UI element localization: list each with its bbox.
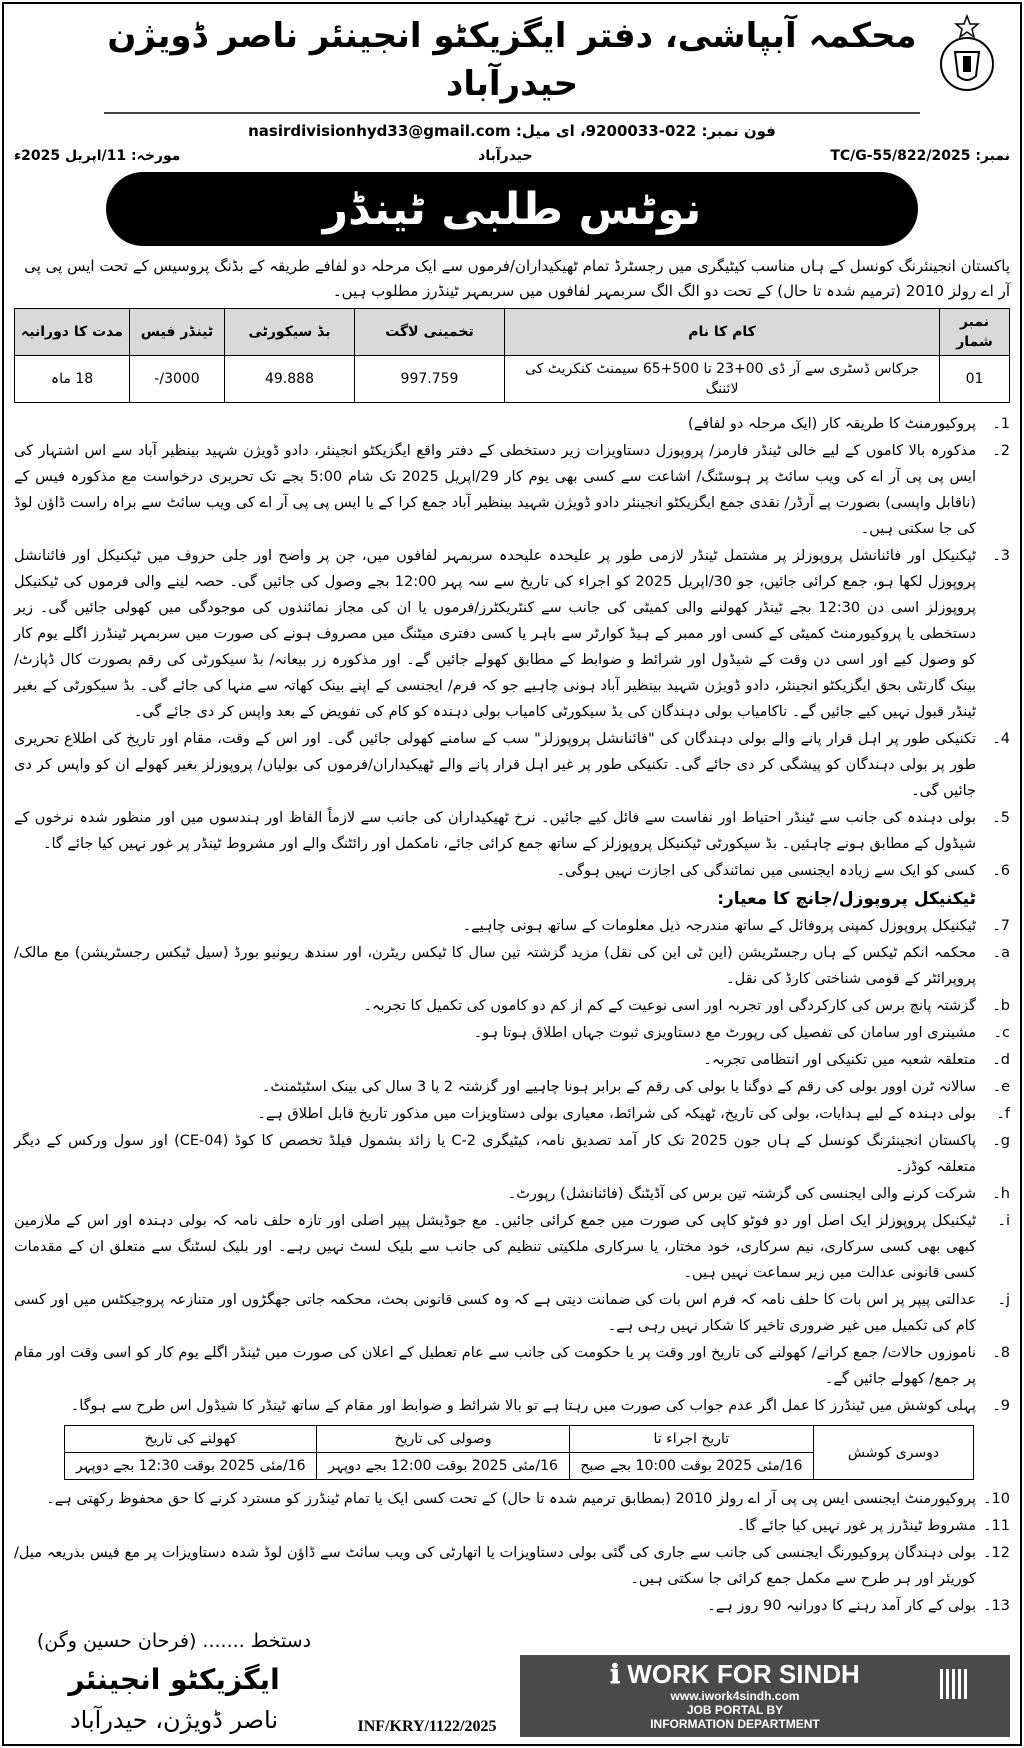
item-number: g۔ bbox=[992, 1133, 1010, 1149]
schedule-header: وصولی کی تاریخ bbox=[317, 1426, 569, 1453]
list-item bbox=[14, 411, 1010, 437]
item-number: j۔ bbox=[997, 1292, 1010, 1308]
item-text: سالانہ ٹرن اوور بولی کی رقم کے دوگنا یا بولی کی رقم کے برابر ہونا چاہیے اور گزشتہ 2 یا 3 سال کی بینک اسٹیٹمنٹ۔ bbox=[261, 1079, 976, 1095]
work-table bbox=[14, 308, 1010, 403]
list-item bbox=[14, 1128, 1010, 1180]
col-header: تخمینی لاگت bbox=[355, 309, 505, 356]
item-text: پروکیورمنٹ ایجنسی ایس پی پی آر اے رولز 2010 (بمطابق ترمیم شدہ تا حال) کے تحت کسی ایک یا تمام ٹینڈرز کو مسترد کرنے کا حق محفوظ رکھتی ہے۔ bbox=[46, 1491, 976, 1507]
cell-bid-security: 49.888 bbox=[225, 356, 355, 403]
list-item bbox=[14, 993, 1010, 1019]
list-item bbox=[14, 1287, 1010, 1339]
information-reference-number: INF/KRY/1122/2025 bbox=[357, 1718, 497, 1735]
item-text: عدالتی پیپر پر اس بات کا حلف نامہ کہ فرم اس بات کی ضمانت دیتی ہے کہ وہ کسی قانونی بحث، محکمہ جاتی جھگڑوں اور متنازعہ پروجیکٹس میں اور کسی کام کی تکمیل میں غیر ضروری تاخیر کا شکار نہیں رہی ہے۔ bbox=[14, 1292, 976, 1334]
criteria-heading: ٹیکنیکل پروپوزل/جانچ کا معیار: bbox=[717, 889, 976, 909]
item-text: مذکورہ بالا کاموں کے لیے خالی ٹینڈر فارمز/ پروپوزل دستاویزات زیر دستخطی کے دفتر واقع ایگزیکٹو انجینئر، دادو ڈویژن شہید بینظیر آباد سے اس اشتہار کی ایس پی پی آر اے کی ویب سائٹ پر ہوسٹنگ/ اشاعت سے کسی بھی یوم کار 29/اپریل 2025 تک شام 5:00 بجے تک تحریری درخواست مع مذکورہ فیس کے (ناقابل واپسی) بصورت پے آرڈر/ نقدی جمع ایگزیکٹو انجینئر دادو ڈویژن شہید بینظیر آباد جمع کرا کے یا ایس پی پی آر اے کی ویب سائٹ سے براہ راست ڈاؤن لوڈ کی جا سکتی ہیں۔ bbox=[14, 443, 976, 537]
item-text: ٹیکنیکل پروپوزلز ایک اصل اور دو فوٹو کاپی کی صورت میں جمع کرائی جائیں۔ مع جوڈیشل پیپر اصلی اور تازہ حلف نامہ کہ بولی دہندہ اور اس کے ملازمین کبھی بھی کسی سرکاری، نیم سرکاری، خود مختار، یا سرکاری ملکیتی تنظیم کی جانب سے بلیک لسٹ نہیں رہے۔ اور بلیک لسٹنگ سے متعلق ان کے مقدمات کسی قانونی عدالت میں زیر سماعت نہیں ہیں۔ bbox=[14, 1213, 976, 1281]
col-header: بڈ سیکورٹی bbox=[225, 309, 355, 356]
item-number: i۔ bbox=[997, 1213, 1010, 1229]
contact-info: فون نمبر: 022-9200033، ای میل: nasirdivisionhyd33@gmail.com bbox=[248, 122, 776, 140]
list-item bbox=[14, 1047, 1010, 1073]
page-border bbox=[2, 2, 1022, 1746]
col-header: ٹینڈر فیس bbox=[130, 309, 225, 356]
table-header-row bbox=[15, 309, 1010, 356]
item-text: مشینری اور سامان کی تفصیل کی رپورٹ مع دستاویزی ثبوت جہاں اطلاق ہوتا ہو۔ bbox=[473, 1025, 976, 1041]
item-text: محکمہ انکم ٹیکس کے ہاں رجسٹریشن (این ٹی این کی نقل) مزید گزشتہ تین سال کا ٹیکس ریٹرن، اور سندھ ریونیو بورڈ (سیل ٹیکس رجسٹریشن) مع مالک/ پروپرائٹر کے قومی شناختی کارڈ کی نقل۔ bbox=[14, 945, 976, 987]
reference-line bbox=[14, 146, 1010, 166]
item-text: پہلی کوشش میں ٹینڈرز کا عمل اگر عدم جواب کی صورت میں رہتا ہے تو بالا شرائط و ضوابط اور مقام کے ساتھ ٹینڈر کا شیڈول اس طرح سے ہوگا۔ bbox=[70, 1398, 976, 1414]
item-text: بولی دہندہ کی جانب سے ٹینڈر احتیاط اور نفاست سے فائل کیے جائیں۔ نرخ ٹھیکیداران کی جانب سے لازماً الفاظ اور ہندسوں میں اور منظور شدہ نرخوں کے شیڈول کے مطابق ہونے چاہئیں۔ بڈ سیکورٹی ٹیکنیکل پروپوزلز کے ساتھ جمع کرائی جائے، نامکمل اور رائٹنگ والے اور مشروط ٹینڈر پر غور نہیں کیا جائے گا۔ bbox=[14, 810, 976, 852]
item-number: c۔ bbox=[993, 1025, 1010, 1041]
table-row bbox=[15, 356, 1010, 403]
item-text: ٹیکنیکل اور فائنانشل پروپوزلز پر مشتمل ٹینڈر لازمی طور پر علیحدہ علیحدہ سربمہر لفافوں میں، جن پر واضح اور جلی حروف میں ٹیکنیکل اور فائنانشل پروپوزل لکھا ہو، جمع کرائی جائیں، جو 30/اپریل 2025 کو اجراء کی تاریخ سے سہ پہر 12:00 بجے وصول کی جائیں گی۔ حصہ لینے والی فرموں کی ٹیکنیکل پروپوزلز اسی دن 12:30 بجے ٹینڈر کھولنے والی کمیٹی کی جانب سے کنٹریکٹرز/فرموں یا ان کی مجاز نمائندوں کی موجودگی میں کھولی جائیں گی۔ زیر دستخطی یا پروکیورمنٹ کمیٹی کے کسی اور ممبر کے ہیڈ کوارٹر سے باہر یا کسی دفتری میٹنگ میں مصروف ہونے کی صورت میں سربمہر ٹینڈرز اگلے یوم کار کو وصول کیے اور اسی دن وقت کے شیڈول اور شرائط و ضوابط کے مطابق کھولے جائیں گے۔ اور مذکورہ زر بیعانہ/ بڈ سیکورٹی کی رقم بصورت کال ڈپازٹ/ بینک گارنٹی بحق ایگزیکٹو انجینئر، دادو ڈویژن شہید بینظیر آباد ہونی چاہیے جو کہ فرم/ ایجنسی کے اپنے بینک کھاتہ سے منہا کی جائے گی۔ بڈ سیکورٹی کے بغیر ٹینڈر قبول نہیں کیے جائیں گے۔ ناکامیاب بولی دہندگان کی بڈ سیکورٹی کامیاب بولی دہندہ کو کام کی تفویض کے بعد واپس کر دی جائے گی۔ bbox=[14, 548, 976, 720]
list-item bbox=[14, 805, 1010, 857]
notice-date: مورخہ: 11/اپریل 2025ء bbox=[14, 148, 181, 164]
item-number: 10۔ bbox=[983, 1491, 1010, 1507]
advert-line2: INFORMATION DEPARTMENT bbox=[650, 1717, 820, 1731]
item-number: 1۔ bbox=[992, 416, 1010, 432]
item-text: پروکیورمنٹ کا طریقہ کار (ایک مرحلہ دو لفافے) bbox=[688, 416, 976, 432]
list-item bbox=[14, 1340, 1010, 1392]
signatory-designation: ایگزیکٹو انجینئر bbox=[68, 1663, 280, 1696]
col-header: مدت کا دورانیہ bbox=[15, 309, 130, 356]
reference-number: نمبر: TC/G-55/822/2025 bbox=[830, 148, 1010, 164]
issue-date: 16/مئی 2025 بوقت 10:00 بجے صبح bbox=[569, 1453, 813, 1480]
list-item bbox=[14, 940, 1010, 992]
item-number: 5۔ bbox=[992, 810, 1010, 826]
list-item bbox=[14, 1540, 1010, 1592]
item-number: f۔ bbox=[996, 1106, 1010, 1122]
opening-date: 16/مئی 2025 بوقت 12:30 بجے دوپہر bbox=[65, 1453, 317, 1480]
list-item bbox=[14, 1101, 1010, 1127]
intro-paragraph: پاکستان انجینئرنگ کونسل کے ہاں مناسب کیٹیگری میں رجسٹرڈ تمام ٹھیکیداران/فرموں سے ایک مرحلہ دو لفافے طریقہ کے بڈنگ پروسیس کے تحت ایس پی پی آر اے رولز 2010 (ترمیم شدہ تا حال) کے تحت دو الگ الگ سربمہر لفافوں میں سربمہر ٹینڈرز مطلوب ہیں۔ bbox=[24, 257, 1010, 300]
notice-banner: نوٹس طلبی ٹینڈر bbox=[106, 172, 918, 246]
col-header: کام کا نام bbox=[505, 309, 940, 356]
list-item bbox=[14, 858, 1010, 884]
list-item bbox=[14, 726, 1010, 804]
advert-line1: JOB PORTAL BY bbox=[686, 1703, 784, 1717]
item-number: a۔ bbox=[992, 945, 1010, 961]
signature-block bbox=[14, 1627, 334, 1737]
list-item bbox=[14, 1486, 1010, 1512]
item-text: متعلقہ شعبہ میں تکنیکی اور انتظامی تجربہ۔ bbox=[703, 1052, 976, 1068]
item-text: مشروط ٹینڈرز پر غور نہیں کیا جائے گا۔ bbox=[736, 1518, 976, 1534]
list-item bbox=[14, 1513, 1010, 1539]
col-header: نمبر شمار bbox=[940, 309, 1010, 356]
item-number: 3۔ bbox=[992, 548, 1010, 564]
schedule-row-label: دوسری کوشش bbox=[814, 1426, 974, 1480]
list-item bbox=[14, 913, 1010, 939]
cell-serial: 01 bbox=[940, 356, 1010, 403]
item-number: b۔ bbox=[992, 998, 1010, 1014]
item-number: 4۔ bbox=[992, 731, 1010, 747]
item-text: بولی دہندگان پروکیورنگ ایجنسی کی جانب سے جاری کی گئی بولی دستاویزات یا اتھارٹی کی ویب سائٹ سے ڈاؤن لوڈ شدہ دستاویزات پر مع فیس بذریعہ میل/کوریئر اور ہر طرح سے مکمل جمع کرائی جا سکتی ہیں۔ bbox=[14, 1545, 976, 1587]
item-text: پاکستان انجینئرنگ کونسل کے ہاں جون 2025 تک کار آمد تصدیق نامہ، کیٹیگری C-2 یا زائد بشمول فیلڈ تخصص کا کوڈ (CE-04) اور سول ورکس کے دیگر متعلقہ کوڈز۔ bbox=[14, 1133, 976, 1175]
city: حیدرآباد bbox=[478, 148, 533, 164]
list-item bbox=[14, 1393, 1010, 1419]
office-title: محکمہ آبپاشی، دفتر ایگزیکٹو انجینئر ناصر ڈویژن حیدرآباد bbox=[104, 12, 920, 114]
schedule-table bbox=[64, 1425, 974, 1480]
item-text: تکنیکی طور پر اہل قرار پانے والے بولی دہندگان کی "فائنانشل پروپوزلز" سب کے سامنے کھولی جائیں گی۔ اور اس کے وقت، مقام اور تاریخ کی اطلاع تحریری طور پر بولی دہندگان کو پیشگی کر دی جائے گی۔ تکنیکی طور پر غیر اہل قرار پانے والے ٹھیکیداران/فرموں کی بولیاں/ پروپوزلز بغیر کھولے ان کو واپس کر دی جائیں گی۔ bbox=[14, 731, 976, 799]
advert-title: ℹ WORK FOR SINDH bbox=[610, 1659, 860, 1689]
item-number: e۔ bbox=[992, 1079, 1010, 1095]
footer bbox=[14, 1627, 1010, 1737]
item-text: بولی کے کار آمد رہنے کا دورانیہ 90 روز ہے۔ bbox=[707, 1598, 976, 1614]
item-text: بولی دہندہ کے لیے ہدایات، بولی کی تاریخ، ٹھیکہ کی شرائط، معیاری بولی دستاویزات میں مذکور تاریخ قابل اطلاق ہے۔ bbox=[257, 1106, 976, 1122]
item-number: 7۔ bbox=[992, 918, 1010, 934]
item-number: 8۔ bbox=[992, 1345, 1010, 1361]
schedule-header: تاریخ اجراء تا bbox=[569, 1426, 813, 1453]
cell-estimated-cost: 997.759 bbox=[355, 356, 505, 403]
qr-code-icon bbox=[940, 1669, 970, 1699]
item-number: 6۔ bbox=[992, 863, 1010, 879]
list-item bbox=[14, 543, 1010, 725]
receipt-date: 16/مئی 2025 بوقت 12:00 بجے دوپہر bbox=[317, 1453, 569, 1480]
advert-url: www.iwork4sindh.com bbox=[670, 1689, 800, 1703]
list-item bbox=[14, 438, 1010, 542]
terms-list bbox=[14, 411, 1010, 1419]
item-number: d۔ bbox=[992, 1052, 1010, 1068]
cell-work-name: جرکاس ڈسٹری سے آر ڈی 00+23 تا 500+65 سیمنٹ کنکریٹ کی لائننگ bbox=[505, 356, 940, 403]
item-text: گزشتہ پانچ برس کی کارکردگی اور تجربہ اور اسی نوعیت کے کم از کم دو کاموں کی تکمیل کا تجربہ۔ bbox=[363, 998, 976, 1014]
item-text: شرکت کرنے والی ایجنسی کی گزشتہ تین برس کی آڈیٹنگ (فائنانشل) رپورٹ۔ bbox=[507, 1186, 976, 1202]
item-text: کسی کو ایک سے زیادہ ایجنسی میں نمائندگی کی اجازت نہیں ہوگی۔ bbox=[556, 863, 976, 879]
terms-list-continued bbox=[14, 1486, 1010, 1619]
list-item bbox=[14, 1593, 1010, 1619]
item-number: 9۔ bbox=[992, 1398, 1010, 1414]
list-item bbox=[14, 1208, 1010, 1286]
signatory-office: ناصر ڈویژن، حیدرآباد bbox=[69, 1706, 279, 1734]
item-number: 13۔ bbox=[983, 1598, 1010, 1614]
list-item bbox=[14, 1181, 1010, 1207]
item-number: 2۔ bbox=[992, 443, 1010, 459]
item-number: 11۔ bbox=[983, 1518, 1010, 1534]
schedule-header: کھولنے کی تاریخ bbox=[65, 1426, 317, 1453]
schedule-header-row bbox=[65, 1426, 974, 1453]
sindh-government-seal-icon bbox=[928, 14, 1006, 94]
list-item bbox=[14, 1074, 1010, 1100]
item-number: h۔ bbox=[992, 1186, 1010, 1202]
info-i-icon: ℹ bbox=[610, 1659, 621, 1689]
item-number: 12۔ bbox=[983, 1545, 1010, 1561]
cell-duration: 18 ماہ bbox=[15, 356, 130, 403]
header bbox=[14, 12, 1010, 142]
signature-line: دستخط ....... (فرحان حسین وگن) bbox=[36, 1630, 312, 1652]
list-item bbox=[14, 1020, 1010, 1046]
cell-tender-fee: 3000/- bbox=[130, 356, 225, 403]
iwork4sindh-advert bbox=[520, 1655, 1010, 1737]
item-text: ناموزوں حالات/ جمع کرانے/ کھولنے کی تاریخ اور وقت پر یا حکومت کی جانب سے عام تعطیل کے اعلان کی صورت میں ٹینڈر اگلے یوم کار کو اسی وقت اور مقام پر جمع/ کھولے جائیں گے۔ bbox=[14, 1345, 976, 1387]
item-text: ٹیکنیکل پروپوزل کمپنی پروفائل کے ساتھ مندرجہ ذیل معلومات کے ساتھ ہونی چاہیے۔ bbox=[462, 918, 976, 934]
